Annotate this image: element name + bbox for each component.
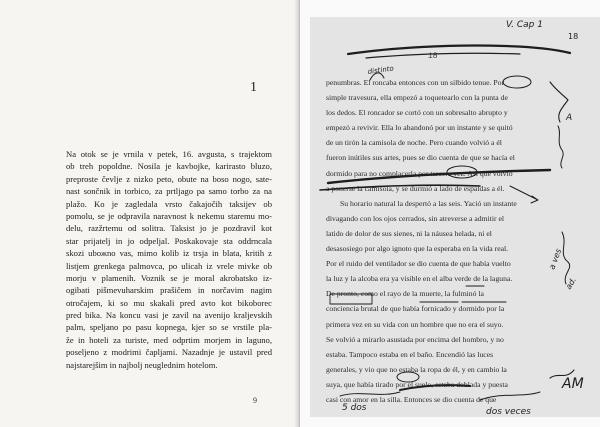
- left-line: ogibati pišmevuharskim prašičem in norčavim nagim: [66, 285, 272, 296]
- left-line: pomolu, se je odpravila naravnost k nekemu staremu mo-: [66, 210, 272, 221]
- strikethrough-stroke: [328, 170, 550, 183]
- manuscript-line: Se volvió a mirarlo asustada por encima del hombro, y no: [326, 334, 504, 344]
- scribble-mark: [340, 392, 400, 396]
- left-line: najstarejšim in najbolj neuglednim hotelom.: [66, 359, 218, 370]
- manuscript-line: primera vez en su vida con un hombre que no era el suyo.: [326, 319, 504, 329]
- manuscript-line: a ponerse la camisola, y se durmió a lado de espaldas a él.: [326, 183, 505, 193]
- left-line: že in hoteli za turiste, med odprtim morjem in laguno,: [66, 334, 272, 345]
- arrow-mark: [510, 186, 538, 203]
- manuscript-line: generales, y vio que no estaba la ropa de él, y en cambio la: [326, 364, 507, 374]
- annotation-text: AM: [562, 376, 584, 392]
- left-line: ob treh popoldne. Nosila je kavbojke, karirasto bluzo,: [66, 161, 272, 172]
- circle-mark: [503, 76, 531, 88]
- left-line: otročajem, ki so mu skakali pred avto kot bikoborec: [66, 297, 272, 308]
- left-line: listjem grenkega palmovca, po ulicah iz vrele mivke ob: [66, 260, 272, 271]
- strikethrough-stroke: [366, 53, 520, 58]
- left-line: star prijatelj in jo odpeljal. Poskakovaje sta oddrncala: [66, 235, 272, 246]
- typed-page-number: 18: [428, 52, 438, 61]
- strikethrough-stroke: [320, 185, 480, 190]
- left-body-text: [66, 148, 272, 371]
- left-line: poseljeno z modrimi čapljami. Nazadnje je ustavil pred: [66, 347, 272, 358]
- strikethrough-stroke: [400, 385, 470, 390]
- manuscript-line: casi con amor en la silla. Entonces se dio cuenta de que: [326, 394, 497, 404]
- annotation-text: ad.: [563, 275, 578, 291]
- left-line: preproste čevlje z nizko peto, obute na boso nogo, sate-: [66, 173, 272, 184]
- manuscript-line: desasosiego por algo ignoto que la esperaba en la vida real.: [326, 244, 509, 254]
- manuscript-line: latido de dolor de sus sienes, ni la náusea helada, ni el: [326, 228, 492, 238]
- manuscript-line: fueron inútiles sus artes, pues se dio cuenta de que se hacía el: [326, 153, 515, 163]
- manuscript-line: Su horario natural la despertó a las seis. Yació un instante: [340, 198, 517, 208]
- manuscript-line: conciencia brutal de que había fornicado y dormido por la: [326, 304, 505, 314]
- left-line: plažo. Ko je zagledala vrsto čakajočih taksijev ob: [66, 198, 272, 209]
- manuscript-line: suya, que había tirado por el suelo, estaba doblada y puesta: [326, 379, 508, 389]
- chapter-number: 1: [250, 80, 257, 95]
- manuscript-line: de un tirón la camisola de noche. Pero cuando volvió a él: [326, 138, 502, 148]
- margin-loop: [558, 126, 563, 168]
- handwritten-marks: [300, 0, 600, 427]
- strikethrough-stroke: [348, 45, 570, 54]
- box-mark: [330, 294, 372, 304]
- annotation-text: dos veces: [486, 407, 531, 417]
- manuscript-line: la luz y la alcoba era ya visible en el alba verde de la laguna.: [326, 274, 513, 284]
- left-line: delu, razžrtemu od solitra. Taksist jo je pozdravil kot: [66, 223, 272, 234]
- annotation-text: a ves: [547, 247, 564, 271]
- manuscript-line: los dedos. El roncador se cortó con un sobresalto abrupto y: [326, 108, 508, 118]
- manuscript-line: Por el ruido del ventilador se dio cuenta de que había vuelto: [326, 259, 511, 269]
- handwritten-page-number: 18: [568, 32, 579, 41]
- annotation-text: distinto: [367, 64, 395, 76]
- annotation-text: 5 dos: [342, 403, 367, 413]
- scribble-mark: [480, 392, 540, 400]
- left-line: palm, speljano po pasu kopnega, kjer so se vrstile pla-: [66, 322, 272, 333]
- manuscript-line: penumbras. El roncaba entonces con un silbido tenue. Por: [326, 78, 505, 87]
- left-line: nast sončnik in torbico, za prtljago pa samo torbo za na: [66, 186, 272, 197]
- left-line: morju v plamenih. Voznik se je moral akrobatsko iz-: [66, 272, 272, 283]
- manuscript-line: simple travesura, ella empezó a toquetearlo con la punta de: [326, 93, 508, 103]
- left-line: Na otok se je vrnila v petek, 16. avgusta, s trajektom: [66, 149, 272, 159]
- left-line: skozi uboжno vas, mimo kolib iz trsja in blata, kritih z: [66, 248, 272, 259]
- manuscript-line: estaba. Tampoco estaba en el baño. Encendió las luces: [326, 349, 494, 359]
- circle-mark: [397, 372, 419, 382]
- annotation-text: A: [566, 113, 573, 123]
- manuscript-line: divagando con los ojos cerrados, sin atreverse a admitir el: [326, 213, 505, 223]
- left-page-number: 9: [253, 396, 257, 405]
- left-line: pred bika. Na koncu vasi je zavil na avenijo kraljevskih: [66, 310, 272, 321]
- handwritten-title: V. Cap 1: [506, 20, 543, 30]
- manuscript-line: empezó a revivir. Ella lo abandonó por un instante y se quitó: [326, 123, 513, 133]
- manuscript-line: dormido para no complacerla por tercera vez. Así que volvió: [326, 168, 513, 178]
- manuscript-line: De pronto, como el rayo de la muerte, la fulminó la: [326, 289, 484, 299]
- margin-loop: [562, 232, 570, 284]
